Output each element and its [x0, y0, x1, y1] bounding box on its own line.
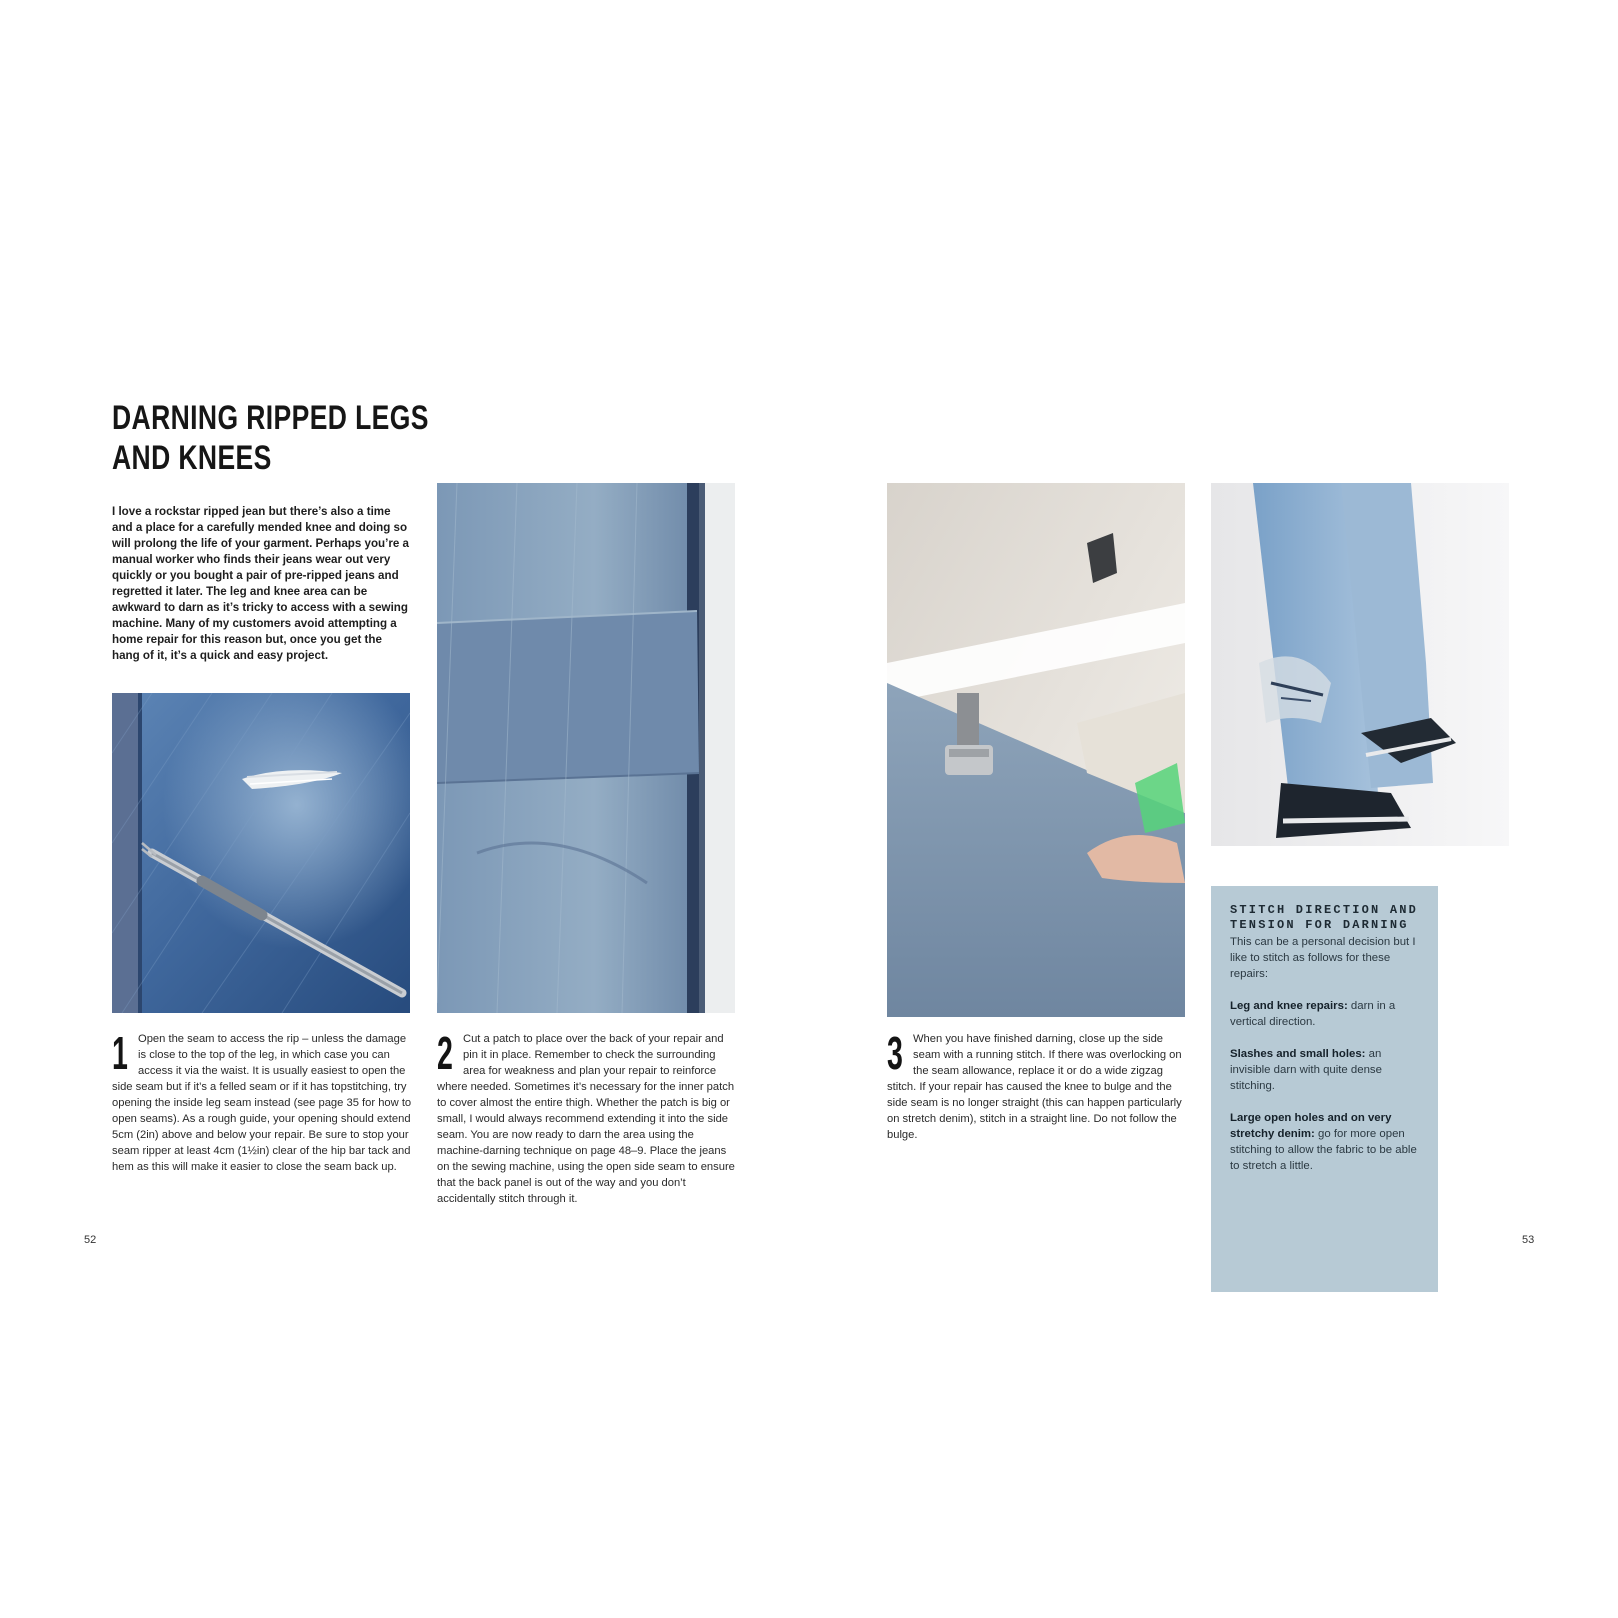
page-title: DARNING RIPPED LEGS AND KNEES [112, 399, 429, 477]
photo-patch-inside-leg [437, 483, 735, 1013]
photo-ripped-denim-seam-ripper [112, 693, 410, 1013]
tip-box-heading: STITCH DIRECTION AND TENSION FOR DARNING [1230, 903, 1419, 932]
tip-item-text: darn in a vertical direction. [1230, 1000, 1396, 1028]
tip-item [1230, 998, 1420, 1030]
patch-illustration [437, 483, 735, 1013]
tip-item-label: Leg and knee repairs: [1230, 1000, 1348, 1012]
intro-paragraph: I love a rockstar ripped jean but there’s also a time and a place for a carefully mended knee and doing so will prolong the life of your garment. Perhaps you’re a manual worker who finds their jeans wear out very quickly or you bought a pair of pre-ripped jeans and regretted it later. The leg and knee area can be awkward to darn as it’s tricky to access with a sewing machine. Many of my customers avoid attempting a home repair for this reason but, once you get the hang of it, it’s a quick and easy project. [112, 505, 409, 662]
sewing-machine-illustration [887, 483, 1185, 1017]
tip-item-label: Slashes and small holes: [1230, 1048, 1366, 1060]
tip-item-label: Large open holes and on very stretchy denim: [1230, 1112, 1392, 1140]
step-number: 1 [112, 1027, 128, 1079]
step-number: 2 [437, 1027, 453, 1079]
page-number-left: 52 [84, 1234, 97, 1246]
photo-darned-jeans-legs [1211, 483, 1509, 846]
tip-item [1230, 1110, 1420, 1174]
photo-sewing-machine [887, 483, 1185, 1017]
tip-item [1230, 1046, 1420, 1094]
denim-ripper-illustration [112, 693, 410, 1013]
tip-item-text: go for more open stitching to allow the fabric to be able to stretch a little. [1230, 1128, 1417, 1172]
tip-item-text: an invisible darn with quite dense stitching. [1230, 1048, 1382, 1092]
tip-box-intro: This can be a personal decision but I like to stitch as follows for these repairs: [1230, 936, 1416, 980]
step-3 [887, 1027, 1192, 1143]
page-number-right: 53 [1522, 1234, 1535, 1246]
step-1 [112, 1027, 412, 1175]
step-text: Cut a patch to place over the back of your repair and pin it in place. Remember to check the surrounding area for weakness and plan your repair to reinforce where needed. Sometimes it’s necessary for the inner patch to cover almost the entire thigh. Whether the patch is big or small, I would always recommend extending it into the side seam. You are now ready to darn the area using the machine-darning technique on page 48–9. Place the jeans on the sewing machine, using the open side seam to ensure that the back panel is out of the way and you don’t accidentally stitch through it. [437, 1033, 735, 1205]
legs-illustration [1211, 483, 1509, 846]
step-2 [437, 1027, 737, 1207]
step-text: When you have finished darning, close up the side seam with a running stitch. If there was overlocking on the seam allowance, replace it or do a wide zigzag stitch. If your repair has caused the knee to bulge and the side seam is no longer straight (this can happen particularly on stretch denim), stitch in a straight line. Do not follow the bulge. [887, 1033, 1182, 1141]
step-number: 3 [887, 1027, 903, 1079]
step-text: Open the seam to access the rip – unless the damage is close to the top of the leg, in which case you can access it via the waist. It is usually easiest to open the side seam but if it’s a felled seam or if it has topstitching, try opening the inside leg seam instead (see page 35 for how to open seams). As a rough guide, your opening should extend 5cm (2in) above and below your repair. Be sure to stop your seam ripper at least 4cm (1½in) clear of the hip bar tack and hem as this will make it easier to close the seam back up. [112, 1033, 412, 1173]
tip-box [1211, 886, 1438, 1292]
